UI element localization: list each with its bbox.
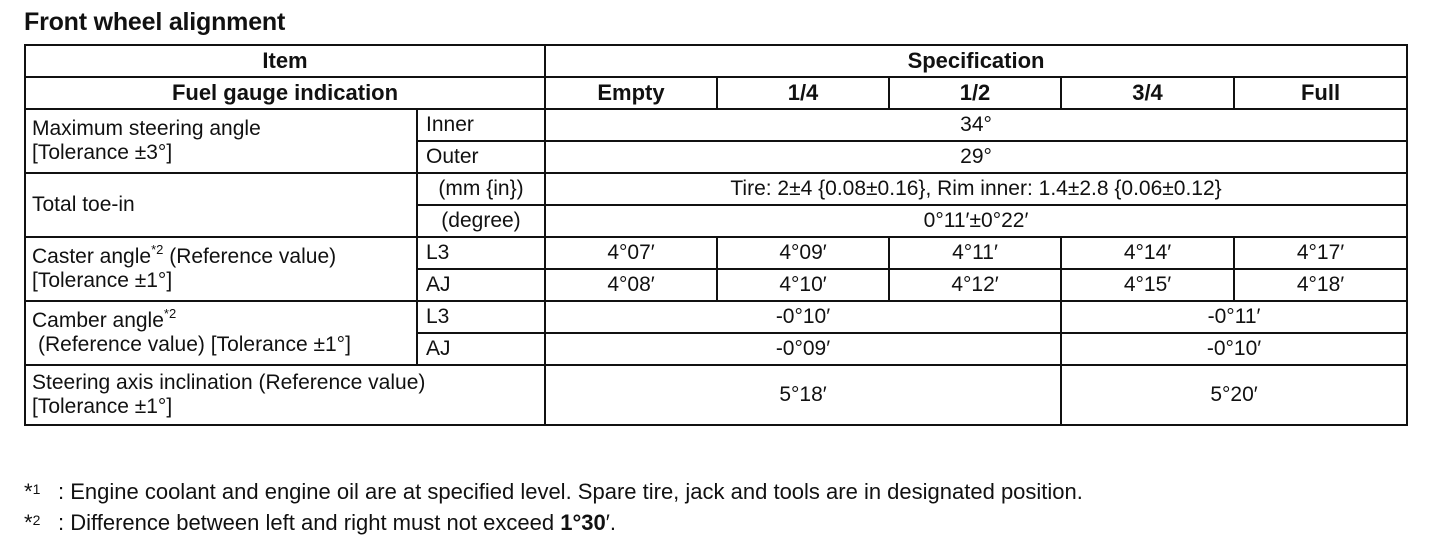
footnote-1 (24, 476, 1083, 507)
level-half: 1/2 (889, 77, 1061, 109)
sai-label: Steering axis inclination (Reference value) (32, 370, 426, 394)
footnote-2-text: : Difference between left and right must not exceed (58, 510, 561, 535)
caster-label-suffix: (Reference value) (163, 244, 337, 268)
steering-label-cell (25, 109, 417, 173)
footnote-1-num: 1 (32, 481, 41, 497)
caster-l3-empty: 4°07′ (545, 237, 717, 269)
caster-aj-quarter: 4°10′ (717, 269, 889, 301)
toe-degree-value: 0°11′±0°22′ (545, 205, 1407, 237)
sai-row (25, 365, 1407, 425)
level-quarter: 1/4 (717, 77, 889, 109)
level-full: Full (1234, 77, 1407, 109)
sai-right: 5°20′ (1061, 365, 1407, 425)
level-three-quarter: 3/4 (1061, 77, 1234, 109)
steering-inner-label: Inner (417, 109, 545, 141)
fuel-gauge-header: Fuel gauge indication (25, 77, 545, 109)
caster-l3-row (25, 237, 1407, 269)
camber-l3-label: L3 (417, 301, 545, 333)
camber-l3-left: -0°10′ (545, 301, 1061, 333)
item-header: Item (25, 45, 545, 77)
caster-aj-label: AJ (417, 269, 545, 301)
camber-l3-right: -0°11′ (1061, 301, 1407, 333)
toe-mm-row (25, 173, 1407, 205)
sai-left: 5°18′ (545, 365, 1061, 425)
alignment-table (24, 44, 1408, 426)
camber-aj-left: -0°09′ (545, 333, 1061, 365)
footnote-2-bold-value: 1°30 (560, 510, 606, 535)
caster-l3-quarter: 4°09′ (717, 237, 889, 269)
steering-tolerance: [Tolerance ±3°] (32, 141, 173, 164)
steering-outer-label: Outer (417, 141, 545, 173)
steering-outer-value: 29° (545, 141, 1407, 173)
caster-l3-three-quarter: 4°14′ (1061, 237, 1234, 269)
header-row-item (25, 45, 1407, 77)
caster-l3-half: 4°11′ (889, 237, 1061, 269)
toe-degree-label: (degree) (417, 205, 545, 237)
camber-label: Camber angle (32, 308, 164, 332)
footnotes (24, 476, 1083, 538)
caster-aj-empty: 4°08′ (545, 269, 717, 301)
caster-aj-half: 4°12′ (889, 269, 1061, 301)
page-title: Front wheel alignment (24, 8, 286, 36)
header-row-fuel (25, 77, 1407, 109)
camber-l3-row (25, 301, 1407, 333)
camber-tolerance: (Reference value) [Tolerance ±1°] (38, 333, 351, 356)
steering-inner-row (25, 109, 1407, 141)
camber-note-ref: *2 (163, 305, 177, 321)
toe-label: Total toe-in (25, 173, 417, 237)
caster-l3-full: 4°17′ (1234, 237, 1407, 269)
sai-label-cell (25, 365, 545, 425)
footnote-1-text: : Engine coolant and engine oil are at specified level. Spare tire, jack and tools are in designated position. (58, 479, 1083, 504)
camber-label-cell (25, 301, 417, 365)
steering-inner-value: 34° (545, 109, 1407, 141)
caster-note-ref: *2 (151, 241, 164, 257)
camber-aj-right: -0°10′ (1061, 333, 1407, 365)
toe-mm-label: (mm {in}) (417, 173, 545, 205)
sai-tolerance: [Tolerance ±1°] (32, 395, 173, 418)
specification-header: Specification (545, 45, 1407, 77)
footnote-1-mark: * (24, 479, 33, 504)
steering-label: Maximum steering angle (32, 116, 261, 140)
caster-aj-full: 4°18′ (1234, 269, 1407, 301)
footnote-2-text-end: ′. (605, 510, 616, 535)
caster-l3-label: L3 (417, 237, 545, 269)
caster-tolerance: [Tolerance ±1°] (32, 269, 173, 292)
toe-mm-value: Tire: 2±4 {0.08±0.16}, Rim inner: 1.4±2.8 {0.06±0.12} (545, 173, 1407, 205)
caster-label-cell (25, 237, 417, 301)
camber-aj-label: AJ (417, 333, 545, 365)
footnote-2-mark: * (24, 510, 33, 535)
caster-aj-three-quarter: 4°15′ (1061, 269, 1234, 301)
level-empty: Empty (545, 77, 717, 109)
footnote-2-num: 2 (32, 512, 41, 528)
footnote-2 (24, 507, 1083, 538)
caster-label: Caster angle (32, 244, 152, 268)
